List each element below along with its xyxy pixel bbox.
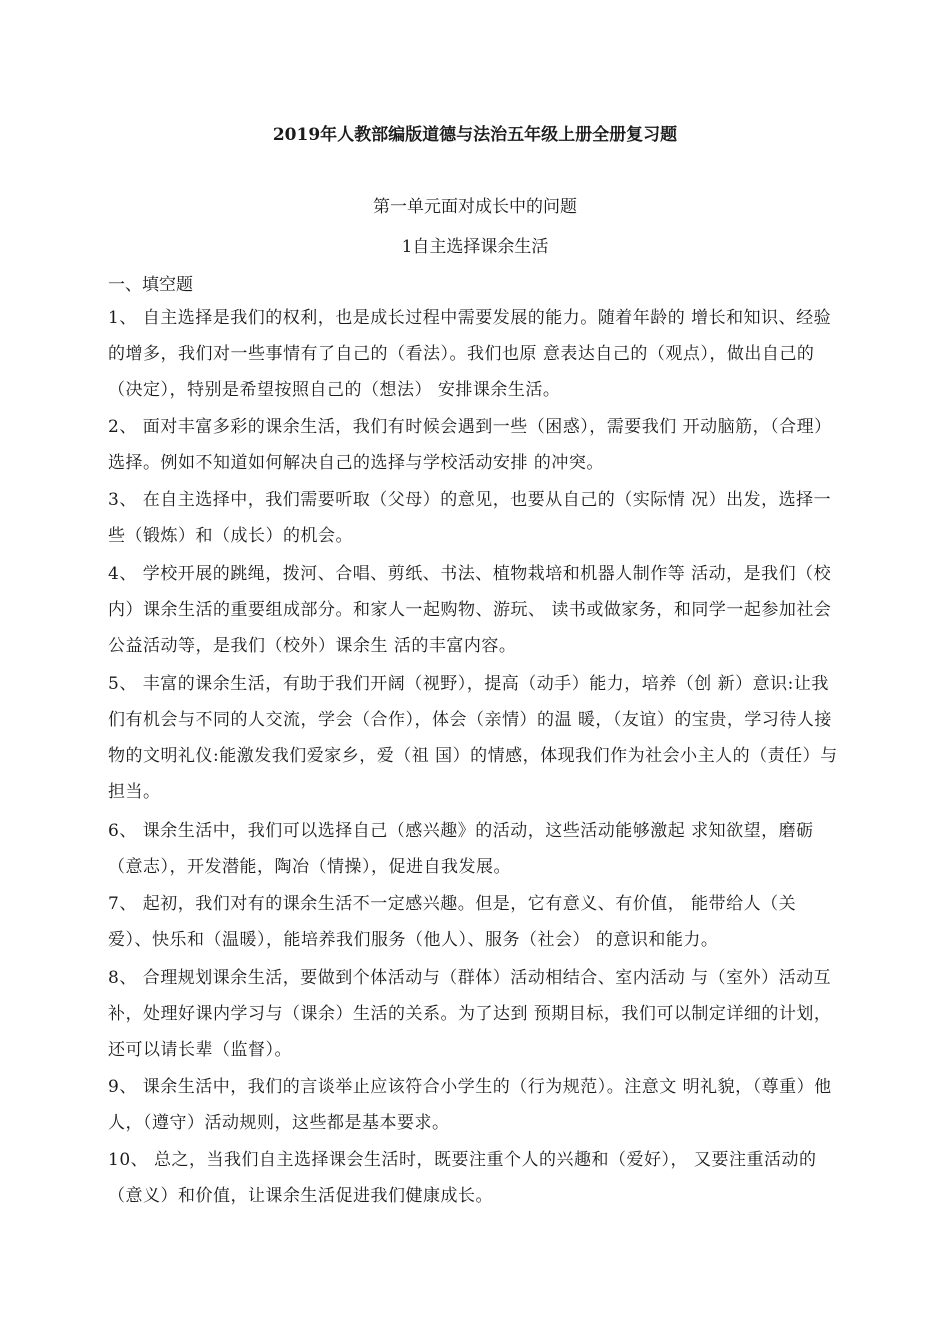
question-item-8: 8、 合理规划课余生活，要做到个体活动与（群体）活动相结合、室内活动 与（室外）活动互补，处理好课内学习与（课余）生活的关系。为了达到 预期目标，我们可以制定详细的计划，还可以请长辈（监督）。: [108, 968, 832, 1060]
question-item-5: 5、 丰富的课余生活，有助于我们开阔（视野），提高（动手）能力，培养（创 新）意识:让我们有机会与不同的人交流，学会（合作），体会（亲情）的温 暖，（友谊）的宝贵，学习待人接物的文明礼仪:能激发我们爱家乡，爱（祖 国）的情感，体现我们作为社会小主人的（责任）与担当。: [108, 674, 838, 802]
question-item-10: 10、 总之，当我们自主选择课会生活时，既要注重个人的兴趣和（爱好）， 又要注重活动的（意义）和价值，让课余生活促进我们健康成长。: [108, 1150, 817, 1206]
question-item-3: 3、 在自主选择中，我们需要听取（父母）的意见，也要从自己的（实际情 况）出发，选择一些（锻炼）和（成长）的机会。: [108, 490, 832, 546]
unit-heading: 第一单元面对成长中的问题: [373, 197, 577, 217]
section-heading: 一、填空题: [108, 275, 193, 295]
question-item-1: 1、 自主选择是我们的权利，也是成长过程中需要发展的能力。随着年龄的 增长和知识、经验的增多，我们对一些事情有了自己的（看法）。我们也原 意表达自己的（观点），做出自己的（决定），特别是希望按照自己的（想法） 安排课余生活。: [108, 308, 832, 400]
lesson-heading: 1自主选择课余生活: [401, 237, 549, 257]
question-item-9: 9、 课余生活中，我们的言谈举止应该符合小学生的（行为规范）。注意文 明礼貌，（尊重）他人，（遵守）活动规则，这些都是基本要求。: [108, 1077, 832, 1133]
document-title: 2019年人教部编版道德与法治五年级上册全册复习题: [272, 125, 678, 145]
question-item-7: 7、 起初，我们对有的课余生活不一定感兴趣。但是，它有意义、有价值， 能带给人（关爱）、快乐和（温暖），能培养我们服务（他人）、服务（社会） 的意识和能力。: [108, 894, 797, 950]
question-item-6: 6、 课余生活中，我们可以选择自己（感兴趣》的活动，这些活动能够激起 求知欲望，磨砺（意志），开发潜能，陶冶（情操），促进自我发展。: [108, 821, 814, 877]
question-item-2: 2、 面对丰富多彩的课余生活，我们有时候会遇到一些（困惑），需要我们 开动脑筋，（合理）选择。例如不知道如何解决自己的选择与学校活动安排 的冲突。: [108, 417, 832, 473]
question-item-4: 4、 学校开展的跳绳，拨河、合唱、剪纸、书法、植物栽培和机器人制作等 活动，是我们（校内）课余生活的重要组成部分。和家人一起购物、游玩、 读书或做家务，和同学一起参加社会公益活动等，是我们（校外）课余生 活的丰富内容。: [108, 564, 832, 656]
